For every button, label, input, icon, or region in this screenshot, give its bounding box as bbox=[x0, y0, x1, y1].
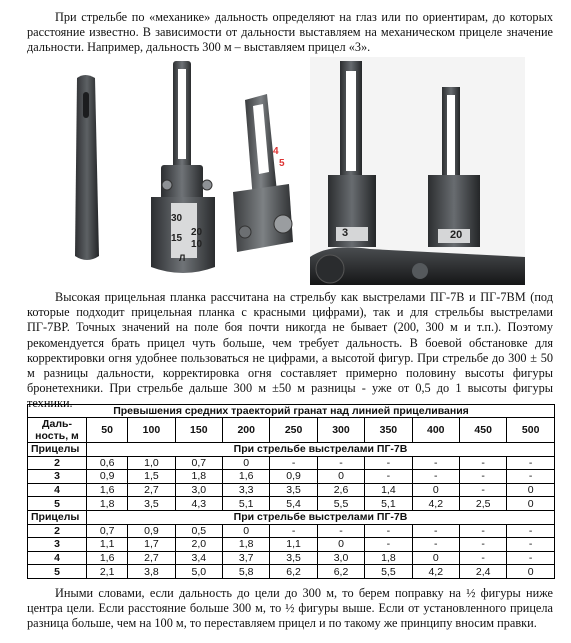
section-heading: При стрельбе выстрелами ПГ-7В bbox=[87, 443, 555, 457]
table-cell: - bbox=[365, 538, 412, 552]
table-cell: 5,0 bbox=[175, 565, 222, 579]
range-header: 350 bbox=[365, 418, 412, 443]
table-cell: - bbox=[507, 538, 555, 552]
sight5-digits: 20 bbox=[450, 229, 463, 241]
table-cell: 2,7 bbox=[128, 483, 175, 497]
table-cell: 2,4 bbox=[459, 565, 506, 579]
sight4-digits: 3 bbox=[342, 227, 349, 239]
range-header: 250 bbox=[270, 418, 317, 443]
table-cell: 1,1 bbox=[270, 538, 317, 552]
correction-paragraph: Иными словами, если дальность до цели до 300 м, то берем поправку на ½ фигуры ниже центра цели. Если расстояние больше 300 м, то ½ фигуры выше. Если от установленного прицела разница больше, чем на 100 м, то переставляем прицел и по такому же принципу вносим правки. bbox=[27, 586, 553, 631]
sight-description-paragraph: Высокая прицельная планка рассчитана на стрельбу как выстрелами ПГ-7В и ПГ-7ВМ (под которые подходит прицельная планка с красными цифрами), так и для стрельбы выстрелами ПГ-7ВР. Точных значений на поле боя почти никогда не бывает (200, 300 м и т.п.). Поэтому рекомендуется брать прицел чуть больше, чем требует дальность. В боевой обстановке для корректировки огня удобнее пользоваться не цифрами, а высотой фигур. При стрельбе до 300 ± 50 м разницы дальности, корректировка огня составляет примерно половину высоты фигуры бронетехники. При стрельбе дальше 300 м ±50 м разницы - уже от 0,5 до 1 высоты фигуры техники. bbox=[27, 290, 553, 411]
table-cell: 1,8 bbox=[87, 497, 128, 511]
table-cell: 3,7 bbox=[223, 551, 270, 565]
table-row bbox=[28, 524, 555, 538]
table-cell: - bbox=[459, 538, 506, 552]
table-cell: 0,6 bbox=[87, 456, 128, 470]
table-cell: - bbox=[412, 470, 459, 484]
range-header: 50 bbox=[87, 418, 128, 443]
table-cell: 3,0 bbox=[175, 483, 222, 497]
sight3-red-b: 5 bbox=[279, 158, 285, 169]
table-cell: 0 bbox=[507, 497, 555, 511]
table-cell: 2,6 bbox=[317, 483, 364, 497]
table-cell: - bbox=[412, 456, 459, 470]
table-cell: 0 bbox=[223, 456, 270, 470]
table-cell: 0,5 bbox=[175, 524, 222, 538]
table-cell: 2,5 bbox=[459, 497, 506, 511]
range-header: 450 bbox=[459, 418, 506, 443]
table-row bbox=[28, 483, 555, 497]
trajectory-table bbox=[27, 404, 555, 579]
table-cell: 5,4 bbox=[270, 497, 317, 511]
table-cell: 3,8 bbox=[128, 565, 175, 579]
sight-photos bbox=[55, 57, 525, 285]
table-cell: - bbox=[459, 524, 506, 538]
table-cell: 0 bbox=[317, 538, 364, 552]
sight-photo-folded bbox=[65, 72, 107, 264]
table-cell: 2,7 bbox=[128, 551, 175, 565]
table-cell: - bbox=[365, 456, 412, 470]
sight3-red-a: 4 bbox=[273, 146, 279, 157]
table-row bbox=[28, 538, 555, 552]
table-cell: 0,7 bbox=[175, 456, 222, 470]
table-cell: 1,8 bbox=[175, 470, 222, 484]
sight-number: 3 bbox=[28, 538, 87, 552]
table-cell: 5,5 bbox=[317, 497, 364, 511]
sight-number: 4 bbox=[28, 483, 87, 497]
table-cell: - bbox=[459, 456, 506, 470]
table-cell: - bbox=[459, 483, 506, 497]
table-cell: 3,3 bbox=[223, 483, 270, 497]
table-cell: 4,3 bbox=[175, 497, 222, 511]
table-row bbox=[28, 497, 555, 511]
section-header-row bbox=[28, 443, 555, 457]
range-header: 100 bbox=[128, 418, 175, 443]
sight-number: 3 bbox=[28, 470, 87, 484]
table-cell: 5,5 bbox=[365, 565, 412, 579]
table-cell: 2,1 bbox=[87, 565, 128, 579]
sight-number: 2 bbox=[28, 524, 87, 538]
table-cell: 3,5 bbox=[270, 551, 317, 565]
table-cell: - bbox=[507, 456, 555, 470]
table-cell: 1,6 bbox=[87, 551, 128, 565]
table-cell: - bbox=[507, 551, 555, 565]
section-label: Прицелы bbox=[28, 510, 87, 524]
range-header: 400 bbox=[412, 418, 459, 443]
table-cell: 1,6 bbox=[87, 483, 128, 497]
table-row bbox=[28, 551, 555, 565]
table-cell: - bbox=[412, 524, 459, 538]
table-cell: 3,5 bbox=[270, 483, 317, 497]
range-header: 300 bbox=[317, 418, 364, 443]
table-cell: - bbox=[507, 524, 555, 538]
intro-paragraph: При стрельбе по «механике» дальность определяют на глаз или по ориентирам, до которых расстояние известно. В зависимости от дальности выставляем на механическом прицеле значение дальности. Например, дальность 300 м – выставляем прицел «3». bbox=[27, 10, 553, 55]
table-row bbox=[28, 470, 555, 484]
table-cell: 3,5 bbox=[128, 497, 175, 511]
range-label: Даль-ность, м bbox=[28, 418, 87, 443]
table-cell: - bbox=[365, 470, 412, 484]
sight2-letter: Л bbox=[179, 253, 186, 263]
table-cell: 0 bbox=[507, 483, 555, 497]
sight-number: 5 bbox=[28, 565, 87, 579]
table-cell: 1,0 bbox=[128, 456, 175, 470]
sight-number: 2 bbox=[28, 456, 87, 470]
table-cell: - bbox=[270, 524, 317, 538]
sight-photo-red-scale bbox=[223, 92, 301, 262]
table-cell: - bbox=[317, 456, 364, 470]
table-cell: - bbox=[317, 524, 364, 538]
table-cell: 1,7 bbox=[128, 538, 175, 552]
sight2-scale-c: 20 bbox=[191, 227, 203, 238]
table-cell: 0 bbox=[412, 483, 459, 497]
table-cell: 4,2 bbox=[412, 497, 459, 511]
table-cell: 0,7 bbox=[87, 524, 128, 538]
table-cell: 2,0 bbox=[175, 538, 222, 552]
table-cell: - bbox=[459, 551, 506, 565]
section-label: Прицелы bbox=[28, 443, 87, 457]
table-cell: 4,2 bbox=[412, 565, 459, 579]
section-heading: При стрельбе выстрелами ПГ-7В bbox=[87, 510, 555, 524]
table-title: Превышения средних траекторий гранат над линией прицеливания bbox=[28, 405, 555, 418]
table-cell: 0,9 bbox=[87, 470, 128, 484]
table-cell: 6,2 bbox=[317, 565, 364, 579]
sight-photo-scale bbox=[143, 57, 223, 282]
table-cell: - bbox=[270, 456, 317, 470]
range-header: 500 bbox=[507, 418, 555, 443]
sight2-scale-a: 30 bbox=[171, 213, 183, 224]
table-cell: 0 bbox=[317, 470, 364, 484]
section-header-row bbox=[28, 510, 555, 524]
sight-photo-mounted bbox=[310, 57, 525, 285]
sight-number: 4 bbox=[28, 551, 87, 565]
table-cell: 6,2 bbox=[270, 565, 317, 579]
table-cell: 0 bbox=[507, 565, 555, 579]
table-cell: 1,8 bbox=[365, 551, 412, 565]
table-row bbox=[28, 456, 555, 470]
range-header: 150 bbox=[175, 418, 222, 443]
sight2-scale-b: 15 bbox=[171, 233, 183, 244]
table-cell: 1,1 bbox=[87, 538, 128, 552]
table-cell: - bbox=[365, 524, 412, 538]
table-cell: - bbox=[459, 470, 506, 484]
table-cell: 1,5 bbox=[128, 470, 175, 484]
table-cell: - bbox=[507, 470, 555, 484]
table-cell: 1,4 bbox=[365, 483, 412, 497]
table-cell: 1,8 bbox=[223, 538, 270, 552]
table-cell: 3,4 bbox=[175, 551, 222, 565]
sight2-scale-d: 10 bbox=[191, 239, 203, 250]
sight-number: 5 bbox=[28, 497, 87, 511]
table-cell: 1,6 bbox=[223, 470, 270, 484]
table-cell: 0 bbox=[223, 524, 270, 538]
table-cell: 5,1 bbox=[223, 497, 270, 511]
table-cell: 5,8 bbox=[223, 565, 270, 579]
table-cell: 0,9 bbox=[128, 524, 175, 538]
range-header: 200 bbox=[223, 418, 270, 443]
table-cell: 5,1 bbox=[365, 497, 412, 511]
table-row bbox=[28, 565, 555, 579]
table-cell: 0 bbox=[412, 551, 459, 565]
table-cell: 3,0 bbox=[317, 551, 364, 565]
table-cell: - bbox=[412, 538, 459, 552]
table-cell: 0,9 bbox=[270, 470, 317, 484]
